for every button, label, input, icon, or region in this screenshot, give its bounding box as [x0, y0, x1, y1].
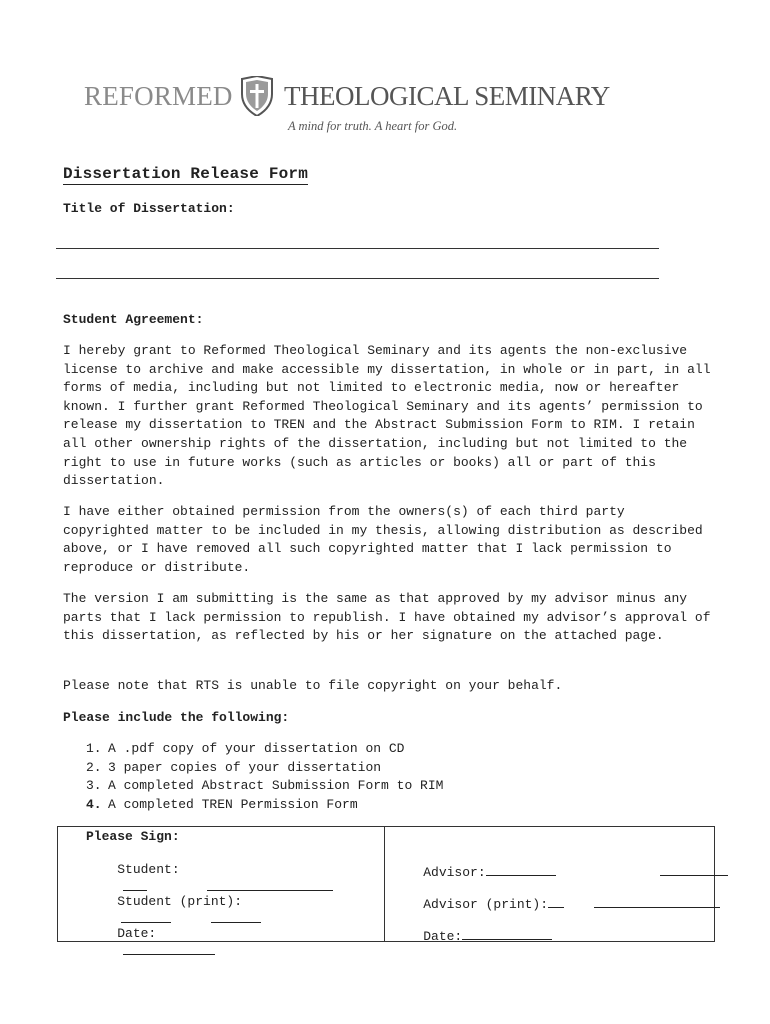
list-item: 4. A completed TREN Permission Form — [86, 796, 358, 812]
include-list — [86, 740, 443, 814]
advisor-date-field[interactable] — [392, 911, 552, 959]
list-item: 2. 3 paper copies of your dissertation — [86, 759, 382, 775]
agreement-paragraph-license: I hereby grant to Reformed Theological Seminary and its agents the non-exclusive license to archive and make accessible my dissertation, in whole or in part, in all forms of media, including but not limited to electronic media, now or hereafter known. I further grant Reformed Theological Seminary and its agents’ permission to release my dissertation to TREN and the Abstract Submission Form to RIM. I retain all other ownership rights of the dissertation, including but not limited to the right to use in future works (such as articles or books) all or part of this dissertation. — [63, 343, 711, 489]
agreement-paragraph-copyright: I have either obtained permission from the owners(s) of each third party copyrighted matter to be included in my thesis, allowing distribution as described above, or I have removed all such copyrighted matter that I lack permission to reproduce or distribute. — [63, 504, 703, 575]
seminary-logo — [84, 76, 614, 136]
advisor-print-label: Advisor (print): — [423, 897, 549, 912]
agreement-paragraph-copyright-note: Please note that RTS is unable to file copyright on your behalf. — [63, 678, 563, 693]
signature-box — [57, 826, 715, 942]
list-item: 1. A .pdf copy of your dissertation on CD — [86, 741, 405, 756]
title-of-dissertation-label: Title of Dissertation: — [63, 201, 235, 216]
student-date-label: Date: — [117, 926, 157, 941]
dissertation-title-line-2[interactable] — [56, 278, 659, 279]
seminary-shield-icon — [240, 76, 274, 116]
student-agreement-label: Student Agreement: — [63, 312, 204, 327]
agreement-paragraph-version: The version I am submitting is the same as that approved by my advisor minus any parts that I lack permission to republish. I have obtained my advisor’s approval of this dissertation, as reflected by his or her signature on the attached page. — [63, 591, 711, 644]
logo-reformed-text: REFORMED — [84, 81, 233, 111]
signature-divider — [384, 827, 385, 941]
include-following-label: Please include the following: — [63, 710, 290, 725]
advisor-date-label: Date: — [423, 929, 463, 944]
form-title: Dissertation Release Form — [63, 165, 309, 183]
student-print-label: Student (print): — [117, 894, 243, 909]
logo-theological-seminary-text: THEOLOGICAL SEMINARY — [284, 81, 610, 111]
list-item: 3. A completed Abstract Submission Form to RIM — [86, 778, 444, 794]
please-sign-label: Please Sign: — [86, 829, 180, 844]
student-date-field[interactable] — [86, 911, 215, 974]
student-label: Student: — [117, 862, 180, 877]
dissertation-title-line-1[interactable] — [56, 248, 659, 249]
tagline: A mind for truth. A heart for God. — [288, 119, 458, 133]
advisor-label: Advisor: — [423, 865, 486, 880]
